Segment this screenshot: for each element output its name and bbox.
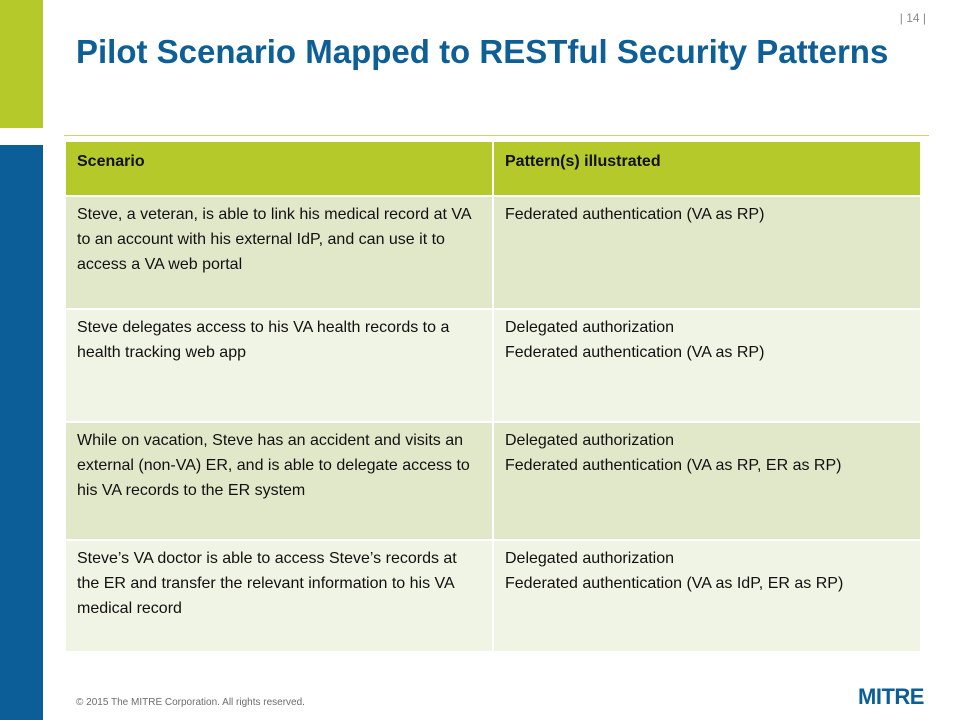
table-row <box>65 422 921 540</box>
left-accent-bar-blue <box>0 145 43 720</box>
pattern-item: Federated authentication (VA as IdP, ER as RP) <box>505 575 844 592</box>
patterns-cell <box>493 309 921 422</box>
left-accent-bar-green <box>0 0 43 128</box>
svg-text:MITRE: MITRE <box>858 684 924 709</box>
pattern-item: Delegated authorization <box>505 432 675 449</box>
scenario-table <box>64 140 922 653</box>
table-row <box>65 540 921 652</box>
scenario-cell: Steve’s VA doctor is able to access Steve’s records at the ER and transfer the relevant information to his VA medical record <box>65 540 493 652</box>
table-row <box>65 309 921 422</box>
title-divider <box>64 135 929 136</box>
patterns-cell <box>493 540 921 652</box>
scenario-cell: Steve delegates access to his VA health records to a health tracking web app <box>65 309 493 422</box>
mitre-logo <box>858 683 930 709</box>
scenario-cell: Steve, a veteran, is able to link his medical record at VA to an account with his external IdP, and can use it to access a VA web portal <box>65 196 493 309</box>
pattern-item: Delegated authorization <box>505 319 675 336</box>
table-row <box>65 196 921 309</box>
pattern-item: Federated authentication (VA as RP, ER as RP) <box>505 457 842 474</box>
table-header-row <box>65 141 921 196</box>
header-scenario: Scenario <box>65 141 493 196</box>
slide-title: Pilot Scenario Mapped to RESTful Security Patterns <box>76 33 889 70</box>
pattern-item: Federated authentication (VA as RP) <box>505 344 765 361</box>
page-number: | 14 | <box>899 11 926 25</box>
patterns-cell <box>493 422 921 540</box>
pattern-item: Delegated authorization <box>505 550 675 567</box>
header-patterns: Pattern(s) illustrated <box>493 141 921 196</box>
patterns-cell <box>493 196 921 309</box>
copyright-footer: © 2015 The MITRE Corporation. All rights reserved. <box>76 697 305 708</box>
scenario-cell: While on vacation, Steve has an accident and visits an external (non-VA) ER, and is able to delegate access to his VA records to the ER system <box>65 422 493 540</box>
pattern-item: Federated authentication (VA as RP) <box>505 206 765 223</box>
